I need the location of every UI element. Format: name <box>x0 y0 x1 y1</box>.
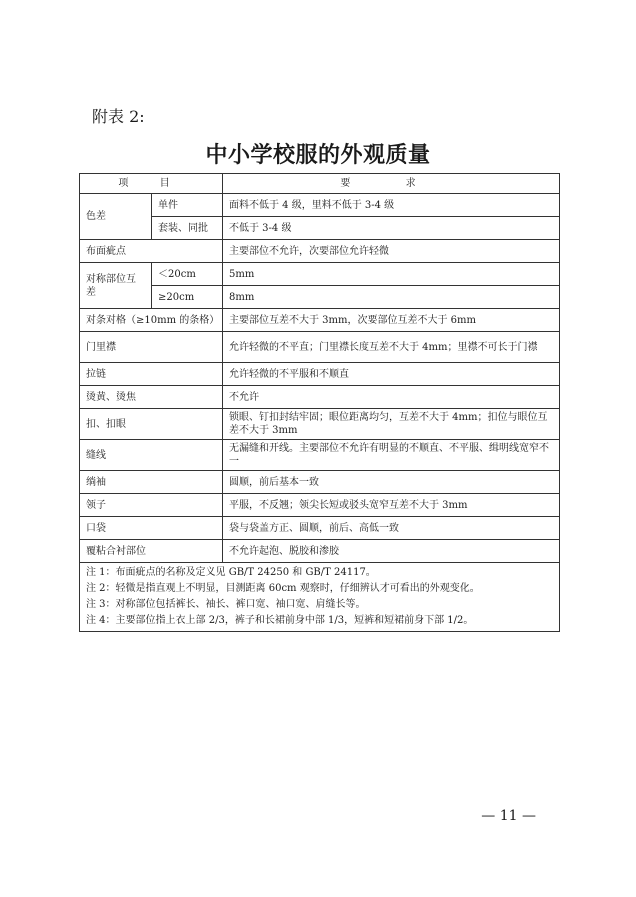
requirement-cell: 5mm <box>223 263 560 286</box>
item-cell: 色差 <box>80 194 152 240</box>
page-title: 中小学校服的外观质量 <box>205 143 431 168</box>
sub-item-cell: ≥20cm <box>152 286 223 309</box>
note-3: 注 3：对称部位包括裤长、袖长、裤口宽、袖口宽、肩缝长等。 <box>86 599 366 610</box>
requirement-cell: 无漏缝和开线。主要部位不允许有明显的不顺直、不平服、缉明线宽窄不一 <box>223 440 560 471</box>
item-cell: 对条对格（≥10mm 的条格） <box>80 309 223 332</box>
requirement-cell: 主要部位互差不大于 3mm，次要部位互差不大于 6mm <box>223 309 560 332</box>
header-requirement: 要 求 <box>223 174 560 194</box>
table-row <box>80 386 560 409</box>
quality-table <box>79 173 560 632</box>
requirement-cell: 面料不低于 4 级，里料不低于 3-4 级 <box>223 194 560 217</box>
sub-item-cell: ＜20cm <box>152 263 223 286</box>
requirement-cell: 允许轻微的不平服和不顺直 <box>223 363 560 386</box>
requirement-cell: 袋与袋盖方正、圆顺，前后、高低一致 <box>223 517 560 540</box>
table-row <box>80 494 560 517</box>
table-row <box>80 240 560 263</box>
item-cell: 绱袖 <box>80 471 223 494</box>
item-cell: 门里襟 <box>80 332 223 363</box>
note-2: 注 2：轻微是指直观上不明显，目测距离 60cm 观察时，仔细辨认才可看出的外观变化。 <box>86 583 480 594</box>
requirement-cell: 圆顺，前后基本一致 <box>223 471 560 494</box>
item-cell: 拉链 <box>80 363 223 386</box>
page-number: — 11 — <box>481 808 536 824</box>
item-cell: 布面疵点 <box>80 240 223 263</box>
sub-item-cell: 套装、同批 <box>152 217 223 240</box>
requirement-cell: 允许轻微的不平直；门里襟长度互差不大于 4mm；里襟不可长于门襟 <box>223 332 560 363</box>
table-row <box>80 363 560 386</box>
item-cell: 覆粘合衬部位 <box>80 540 223 563</box>
item-cell: 缝线 <box>80 440 223 471</box>
table-row <box>80 332 560 363</box>
item-cell: 领子 <box>80 494 223 517</box>
requirement-cell: 8mm <box>223 286 560 309</box>
sub-item-cell: 单件 <box>152 194 223 217</box>
table-row <box>80 217 560 240</box>
table-row <box>80 517 560 540</box>
appendix-label: 附表 2: <box>92 107 145 126</box>
table-row <box>80 409 560 440</box>
table-row <box>80 440 560 471</box>
header-item: 项 目 <box>80 174 223 194</box>
item-cell: 对称部位互差 <box>80 263 152 309</box>
table-row <box>80 309 560 332</box>
table-row <box>80 263 560 286</box>
item-cell: 烫黄、烫焦 <box>80 386 223 409</box>
requirement-cell: 锁眼、钉扣封结牢固；眼位距离均匀，互差不大于 4mm；扣位与眼位互差不大于 3mm <box>223 409 560 440</box>
requirement-cell: 不允许 <box>223 386 560 409</box>
note-1: 注 1：布面疵点的名称及定义见 GB/T 24250 和 GB/T 24117。 <box>86 567 376 578</box>
item-cell: 口袋 <box>80 517 223 540</box>
table-header-row <box>80 174 560 194</box>
table-row <box>80 471 560 494</box>
notes-row <box>80 563 560 632</box>
item-cell: 扣、扣眼 <box>80 409 223 440</box>
requirement-cell: 不允许起泡、脱胶和渗胶 <box>223 540 560 563</box>
requirement-cell: 平服，不反翘；领尖长短或驳头宽窄互差不大于 3mm <box>223 494 560 517</box>
requirement-cell: 不低于 3-4 级 <box>223 217 560 240</box>
table-row <box>80 194 560 217</box>
notes-cell <box>80 563 560 632</box>
requirement-cell: 主要部位不允许，次要部位允许轻微 <box>223 240 560 263</box>
note-4: 注 4：主要部位指上衣上部 2/3，裤子和长裙前身中部 1/3，短裤和短裙前身下部 1/2。 <box>86 615 474 626</box>
table-row <box>80 286 560 309</box>
table-row <box>80 540 560 563</box>
